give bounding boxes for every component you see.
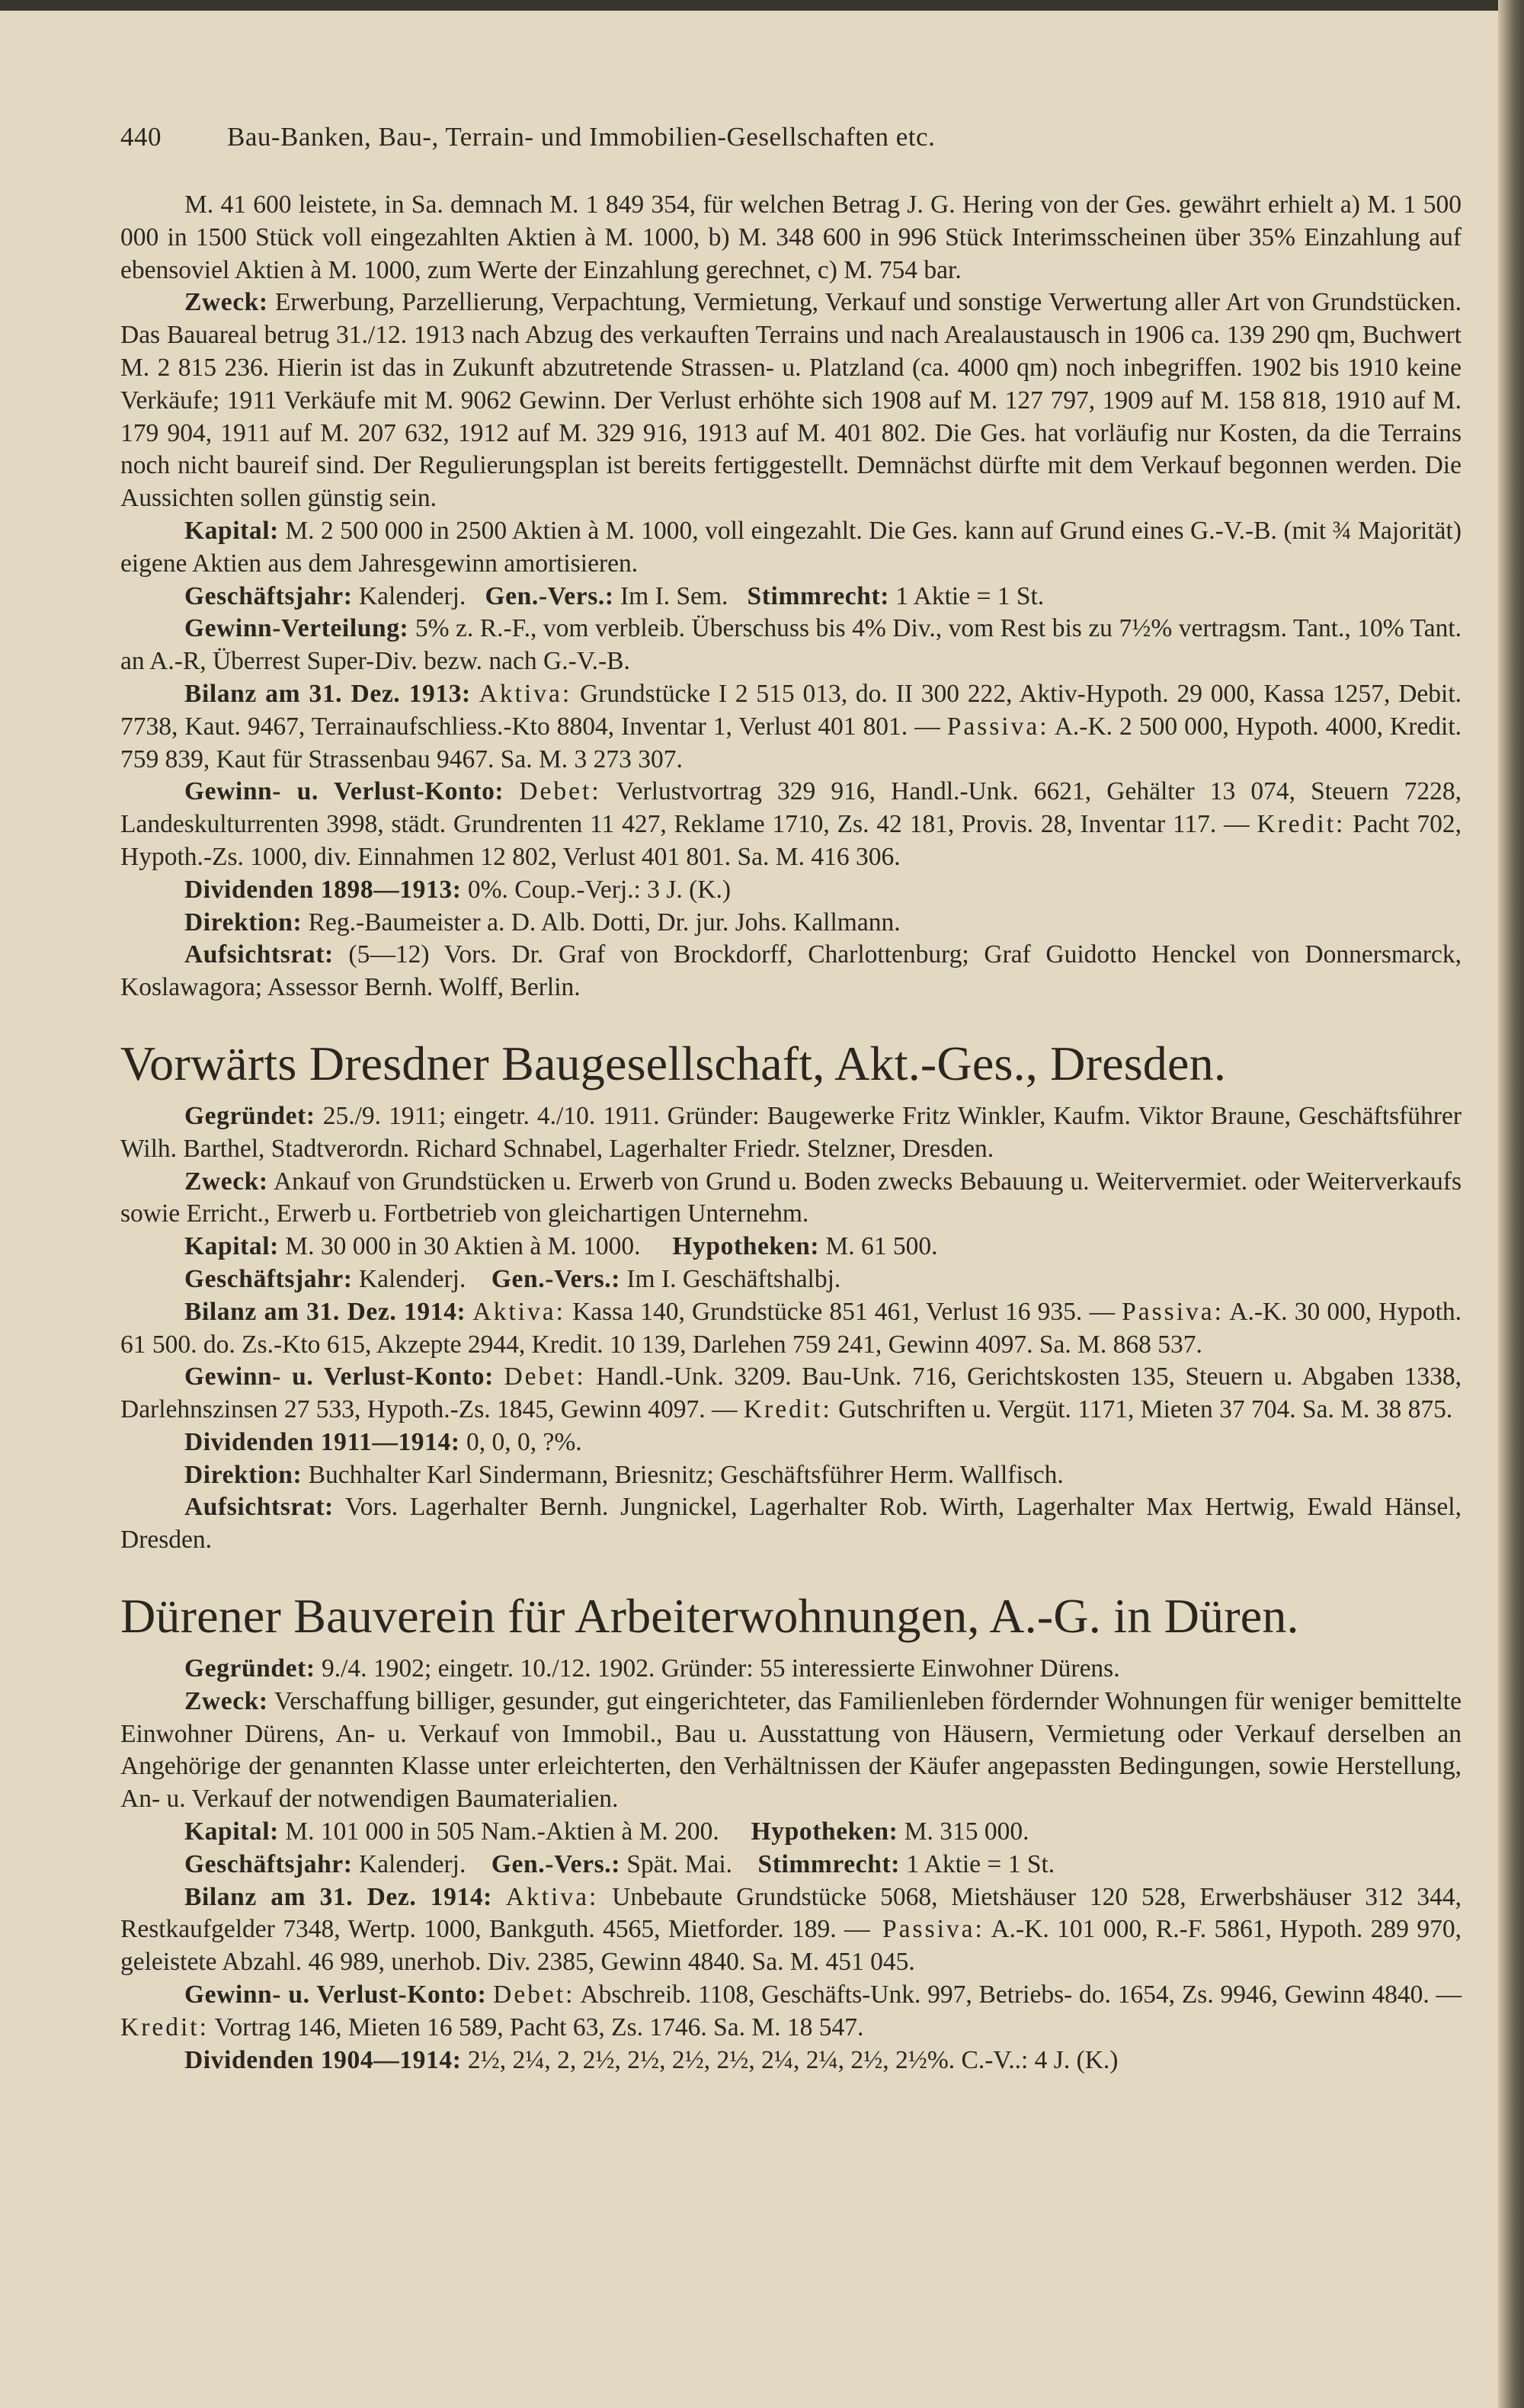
kapital-paragraph: Kapital: M. 30 000 in 30 Aktien à M. 1000. Hypotheken: M. 61 500.	[184, 1232, 938, 1261]
scan-top-edge	[0, 0, 1524, 11]
kapital-paragraph: Kapital: M. 2 500 000 in 2500 Aktien à M. 1000, voll eingezahlt. Die Ges. kann auf Grund eines G.-V.-B. (mit ¾ Majorität) eigene Aktien aus dem Jahresgewinn amortisieren.	[120, 516, 1462, 578]
bilanz-paragraph: Bilanz am 31. Dez. 1913: Aktiva: Grundstücke I 2 515 013, do. II 300 222, Aktiv-Hypoth. 29 000, Kassa 1257, Debit. 7738, Kaut. 9467, Terrainaufschliess.-Kto 8804, Inventar 1, Verlust 401 801. — Passiva: A.-K. 2 500 000, Hypoth. 4000, Kredit. 759 839, Kaut für Strassenbau 9467. Sa. M. 3 273 307.	[120, 679, 1462, 773]
bilanz-paragraph: Bilanz am 31. Dez. 1914: Aktiva: Kassa 140, Grundstücke 851 461, Verlust 16 935. — Passiva: A.-K. 30 000, Hypoth. 61 500. do. Zs.-Kto 615, Akzepte 2944, Kredit. 10 139, Darlehen 759 241, Gewinn 4097. Sa. M. 868 537.	[120, 1297, 1462, 1359]
guv-paragraph: Gewinn- u. Verlust-Konto: Debet: Abschreib. 1108, Geschäfts-Unk. 997, Betriebs- do. 1654, Zs. 9946, Gewinn 4840. — Kredit: Vortrag 146, Mieten 16 589, Pacht 63, Zs. 1746. Sa. M. 18 547.	[120, 1981, 1462, 2041]
direktion-paragraph: Direktion: Buchhalter Karl Sindermann, Briesnitz; Geschäftsführer Herm. Wallfisch.	[184, 1460, 1064, 1489]
company-entry-vorwaerts	[120, 1035, 1462, 1557]
running-head-title: Bau-Banken, Bau-, Terrain- und Immobilien-Gesellschaften etc.	[227, 122, 936, 152]
company-entry-dueren	[120, 1587, 1462, 2077]
geschaeftsjahr-paragraph: Geschäftsjahr: Kalenderj. Gen.-Vers.: Im I. Geschäftshalbj.	[184, 1264, 841, 1293]
running-head	[120, 122, 1462, 152]
dividenden-paragraph: Dividenden 1898—1913: 0%. Coup.-Verj.: 3 J. (K.)	[184, 875, 732, 904]
aufsichtsrat-paragraph: Aufsichtsrat: (5—12) Vors. Dr. Graf von Brockdorff, Charlottenburg; Graf Guidotto Henckel von Donnersmarck, Koslawagora; Assessor Bernh. Wolff, Berlin.	[120, 940, 1462, 1002]
bilanz-paragraph: Bilanz am 31. Dez. 1914: Aktiva: Unbebaute Grundstücke 5068, Mietshäuser 120 528, Erwerbshäuser 312 344, Restkaufgelder 7348, Wertp. 1000, Bankguth. 4565, Mietforder. 189. — Passiva: A.-K. 101 000, R.-F. 5861, Hypoth. 289 970, geleistete Abzahl. 46 989, unerhob. Div. 2385, Gewinn 4840. Sa. M. 451 045.	[120, 1882, 1462, 1977]
zweck-paragraph: Zweck: Erwerbung, Parzellierung, Verpachtung, Vermietung, Verkauf und sonstige Verwertung aller Art von Grundstücken. Das Bauareal betrug 31./12. 1913 nach Abzug des verkauften Terrains und nach Arealaustausch in 1906 ca. 139 290 qm, Buchwert M. 2 815 236. Hierin ist das in Zukunft abzutretende Strassen- u. Platzland (ca. 4000 qm) noch inbegriffen. 1902 bis 1910 keine Verkäufe; 1911 Verkäufe mit M. 9062 Gewinn. Der Verlust erhöhte sich 1908 auf M. 127 797, 1909 auf M. 158 818, 1910 auf M. 179 904, 1911 auf M. 207 632, 1912 auf M. 329 916, 1913 auf M. 401 802. Die Ges. hat vorläufig nur Kosten, da die Terrains noch nicht baureif sind. Der Regulierungsplan ist bereits fertiggestellt. Demnächst dürfte mit dem Verkauf begonnen werden. Die Aussichten sollen günstig sein.	[120, 288, 1462, 513]
zweck-paragraph: Zweck: Verschaffung billiger, gesunder, gut eingerichteter, das Familienleben fördernder Wohnungen für weniger bemittelte Einwohner Dürens, An- u. Verkauf von Immobil., Bau u. Ausstattung von Häusern, Vermietung oder Verkauf derselben an Angehörige der genannten Klasse unter erleichterten, den Verhältnissen der Käufer angepassten Bedingungen, sowie Herstellung, An- u. Verkauf der notwendigen Baumaterialien.	[120, 1686, 1462, 1814]
continued-entry	[120, 189, 1462, 1004]
gegruendet-paragraph: Gegründet: 9./4. 1902; eingetr. 10./12. 1902. Gründer: 55 interessierte Einwohner Dürens.	[184, 1654, 1120, 1683]
direktion-paragraph: Direktion: Reg.-Baumeister a. D. Alb. Dotti, Dr. jur. Johs. Kallmann.	[184, 908, 901, 937]
company-heading: Dürener Bauverein für Arbeiterwohnungen, A.-G. in Düren.	[120, 1589, 1299, 1644]
gewinnverteilung-paragraph: Gewinn-Verteilung: 5% z. R.-F., vom verbleib. Überschuss bis 4% Div., vom Rest bis zu 7½% vertragsm. Tant., 10% Tant. an A.-R, Überrest Super-Div. bezw. nach G.-V.-B.	[120, 614, 1462, 676]
book-page	[120, 122, 1462, 2077]
scan-binding-edge	[1498, 0, 1524, 2408]
page-number: 440	[120, 122, 162, 152]
dividenden-paragraph: Dividenden 1911—1914: 0, 0, 0, ?%.	[184, 1427, 582, 1456]
dividenden-paragraph: Dividenden 1904—1914: 2½, 2¼, 2, 2½, 2½, 2½, 2½, 2¼, 2¼, 2½, 2½%. C.-V..: 4 J. (K.)	[184, 2045, 1119, 2074]
geschaeftsjahr-paragraph: Geschäftsjahr: Kalenderj. Gen.-Vers.: Im I. Sem. Stimmrecht: 1 Aktie = 1 St.	[184, 581, 1045, 610]
guv-paragraph: Gewinn- u. Verlust-Konto: Debet: Verlustvortrag 329 916, Handl.-Unk. 6621, Gehälter 13 074, Steuern 7228, Landeskulturrenten 3998, städt. Grundrenten 11 427, Reklame 1710, Zs. 42 181, Provis. 28, Inventar 117. — Kredit: Pacht 702, Hypoth.-Zs. 1000, div. Einnahmen 12 802, Verlust 401 801. Sa. M. 416 306.	[120, 777, 1462, 871]
zweck-paragraph: Zweck: Ankauf von Grundstücken u. Erwerb von Grund u. Boden zwecks Bebauung u. Weitervermiet. oder Weiterverkaufs sowie Erricht., Erwerb u. Fortbetrieb von gleichartigen Unternehm.	[120, 1167, 1462, 1228]
aufsichtsrat-paragraph: Aufsichtsrat: Vors. Lagerhalter Bernh. Jungnickel, Lagerhalter Rob. Wirth, Lagerhalter Max Hertwig, Ewald Hänsel, Dresden.	[120, 1493, 1462, 1555]
company-heading: Vorwärts Dresdner Baugesellschaft, Akt.-Ges., Dresden.	[120, 1036, 1227, 1090]
kapital-paragraph: Kapital: M. 101 000 in 505 Nam.-Aktien à M. 200. Hypotheken: M. 315 000.	[184, 1817, 1029, 1846]
geschaeftsjahr-paragraph: Geschäftsjahr: Kalenderj. Gen.-Vers.: Spät. Mai. Stimmrecht: 1 Aktie = 1 St.	[184, 1849, 1055, 1878]
guv-paragraph: Gewinn- u. Verlust-Konto: Debet: Handl.-Unk. 3209. Bau-Unk. 716, Gerichtskosten 135, Steuern u. Abgaben 1338, Darlehnszinsen 27 533, Hypoth.-Zs. 1845, Gewinn 4097. — Kredit: Gutschriften u. Vergüt. 1171, Mieten 37 704. Sa. M. 38 875.	[120, 1363, 1462, 1424]
entry-intro: M. 41 600 leistete, in Sa. demnach M. 1 849 354, für welchen Betrag J. G. Hering von der Ges. gewährt erhielt a) M. 1 500 000 in 1500 Stück voll eingezahlten Aktien à M. 1000, b) M. 348 600 in 996 Stück Interimsscheinen über 35% Einzahlung auf ebensoviel Aktien à M. 1000, zum Werte der Einzahlung gerechnet, c) M. 754 bar.	[120, 191, 1462, 284]
gegruendet-paragraph: Gegründet: 25./9. 1911; eingetr. 4./10. 1911. Gründer: Baugewerke Fritz Winkler, Kaufm. Viktor Braune, Geschäftsführer Wilh. Barthel, Stadtverordn. Richard Schnabel, Lagerhalter Friedr. Stelzner, Dresden.	[120, 1101, 1462, 1163]
